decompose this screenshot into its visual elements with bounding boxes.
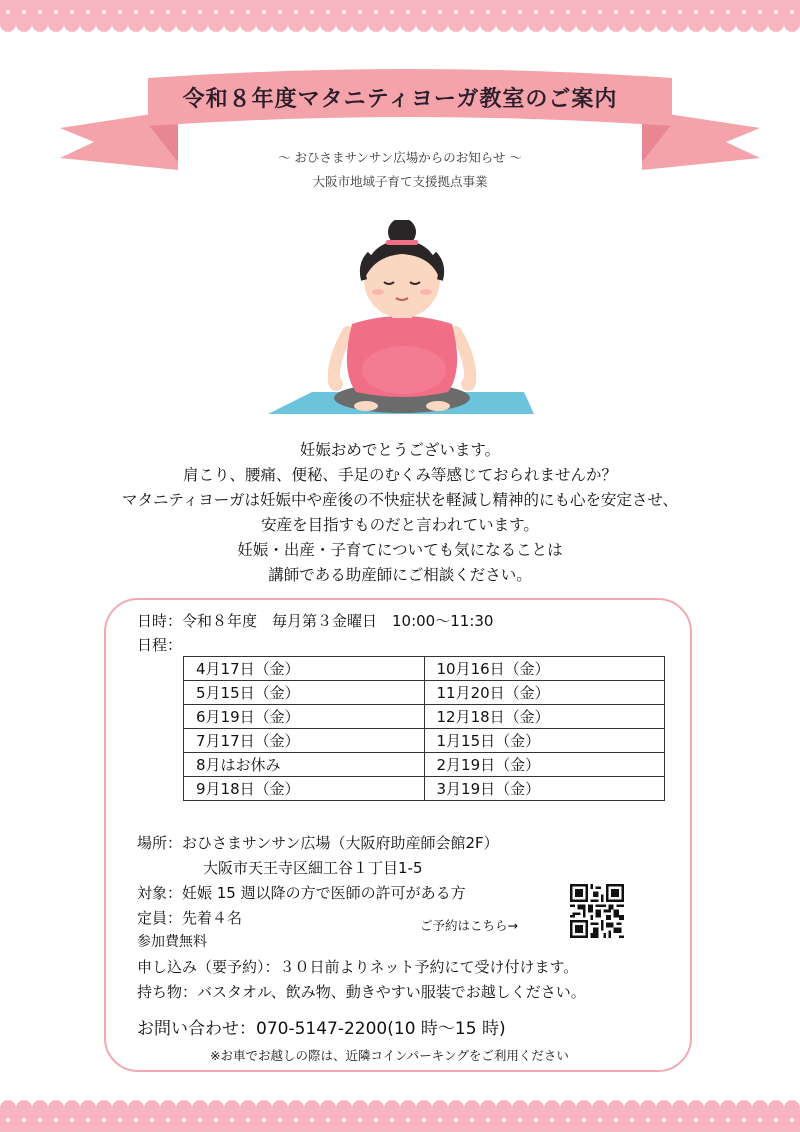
intro-line: 妊娠・出産・子育てについても気になることは [237,541,563,559]
lace-border-top [0,0,800,40]
intro-line: 妊娠おめでとうございます。 [299,441,501,459]
schedule-table [183,656,665,801]
table-row [184,681,665,705]
parking-note: ※お車でお越しの際は、近隣コインパーキングをご利用ください [210,1048,569,1063]
maternity-yoga-illustration [262,220,542,420]
belongings-line: 持ち物：バスタオル、飲み物、動きやすい服装でお越しください。 [137,983,586,1001]
qr-code[interactable] [570,884,624,938]
capacity-line: 定員：先着４名 [137,909,243,927]
schedule-cell: 9月18日（金） [184,777,425,801]
schedule-cell: 5月15日（金） [184,681,425,705]
datetime-line: 日時：令和８年度 毎月第３金曜日 10:00～11:30 [137,612,494,630]
schedule-cell: 6月19日（金） [184,705,425,729]
schedule-cell: 1月15日（金） [424,729,665,753]
table-row [184,729,665,753]
schedule-cell: 7月17日（金） [184,729,425,753]
schedule-cell: 11月20日（金） [424,681,665,705]
schedule-cell: 12月18日（金） [424,705,665,729]
reserve-note: ご予約はこちら→ [420,918,518,933]
intro-line: 安産を目指すものだと言われています。 [261,516,539,534]
schedule-cell: 8月はお休み [184,753,425,777]
schedule-cell: 3月19日（金） [424,777,665,801]
table-row [184,705,665,729]
application-line: 申し込み（要予約）：３０日前よりネット予約にて受け付けます。 [137,958,579,976]
lace-border-bottom [0,1092,800,1132]
intro-line: 肩こり、腰痛、便秘、手足のむくみ等感じておられませんか？ [182,466,617,484]
schedule-cell: 10月16日（金） [424,657,665,681]
organizer: 大阪市地域子育て支援拠点事業 [312,174,488,189]
table-row [184,657,665,681]
venue-line: 場所：おひさまサンサン広場（大阪府助産師会館2F） [137,834,499,852]
contact-line: お問い合わせ：070-5147-2200(10 時～15 時) [137,1019,506,1039]
schedule-cell: 4月17日（金） [184,657,425,681]
table-row [184,753,665,777]
subtitle: ～ おひさまサンサン広場からのお知らせ ～ [278,150,522,165]
intro-text [60,438,740,588]
intro-line: マタニティヨーガは妊娠中や産後の不快症状を軽減し精神的にも心を安定させ、 [122,491,678,509]
page-title: 令和８年度マタニティヨーガ教室のご案内 [182,87,618,112]
address-line: 大阪市天王寺区細工谷１丁目1-5 [203,859,423,877]
intro-line: 講師である助産師にご相談ください。 [268,566,532,584]
fee-line: 参加費無料 [137,934,207,950]
target-line: 対象：妊娠 15 週以降の方で医師の許可がある方 [137,884,466,902]
schedule-cell: 2月19日（金） [424,753,665,777]
table-row [184,777,665,801]
schedule-label: 日程： [137,636,183,654]
